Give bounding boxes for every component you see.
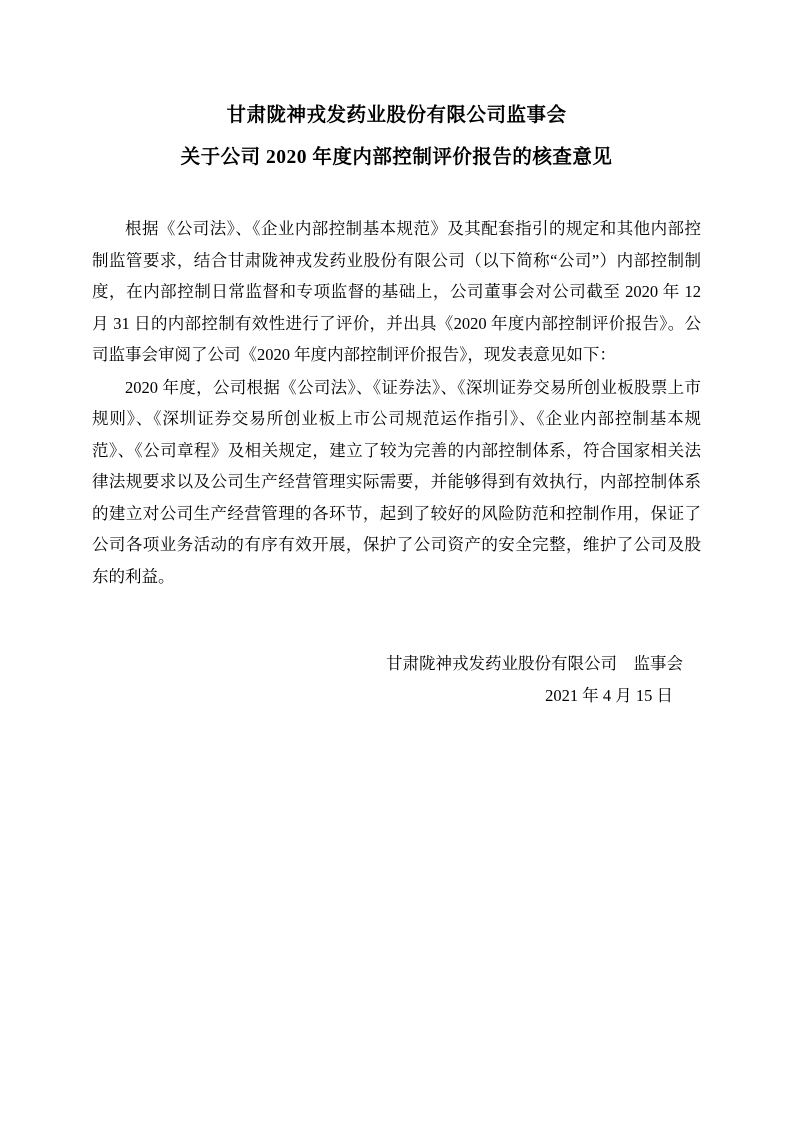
body-paragraph-1: 根据《公司法》、《企业内部控制基本规范》及其配套指引的规定和其他内部控制监管要求，结合甘肃陇神戎发药业股份有限公司（以下简称“公司”）内部控制制度，在内部控制日常监督和专项监督的基础上，公司董事会对公司截至 2020 年 12 月 31 日的内部控制有效性进行了评价，并出具《2020 年度内部控制评价报告》。公司监事会审阅了公司《2020 年度内部控制评价报告》，现发表意见如下：	[92, 219, 702, 364]
signature-date: 2021 年 4 月 15 日	[545, 685, 673, 705]
page-title-line-2: 关于公司 2020 年度内部控制评价报告的核查意见	[180, 147, 613, 168]
page-title-line-1: 甘肃陇神戎发药业股份有限公司监事会	[226, 105, 567, 126]
document-body	[92, 213, 701, 592]
body-paragraph-2: 2020 年度，公司根据《公司法》、《证券法》、《深圳证券交易所创业板股票上市规则》、《深圳证券交易所创业板上市公司规范运作指引》、《企业内部控制基本规范》、《公司章程》及相关规定，建立了较为完善的内部控制体系，符合国家相关法律法规要求以及公司生产经营管理实际需要，并能够得到有效执行，内部控制体系的建立对公司生产经营管理的各环节，起到了较好的风险防范和控制作用，保证了公司各项业务活动的有序有效开展，保护了公司资产的安全完整，维护了公司及股东的利益。	[92, 377, 701, 586]
page-title	[92, 95, 701, 179]
signature-company: 甘肃陇神戎发药业股份有限公司 监事会	[386, 654, 683, 673]
signature-block	[92, 648, 701, 711]
